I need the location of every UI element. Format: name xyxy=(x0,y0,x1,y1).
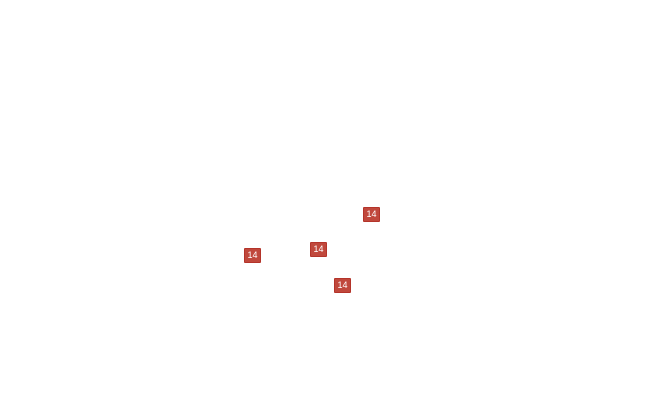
annotation-marker[interactable] xyxy=(310,242,327,257)
annotation-marker-label: 14 xyxy=(247,249,258,260)
annotation-marker-label: 14 xyxy=(366,208,377,219)
annotation-marker[interactable] xyxy=(363,207,380,222)
annotation-marker-label: 14 xyxy=(337,279,348,290)
annotation-marker[interactable] xyxy=(244,248,261,263)
annotation-marker-label: 14 xyxy=(313,243,324,254)
annotation-marker[interactable] xyxy=(334,278,351,293)
